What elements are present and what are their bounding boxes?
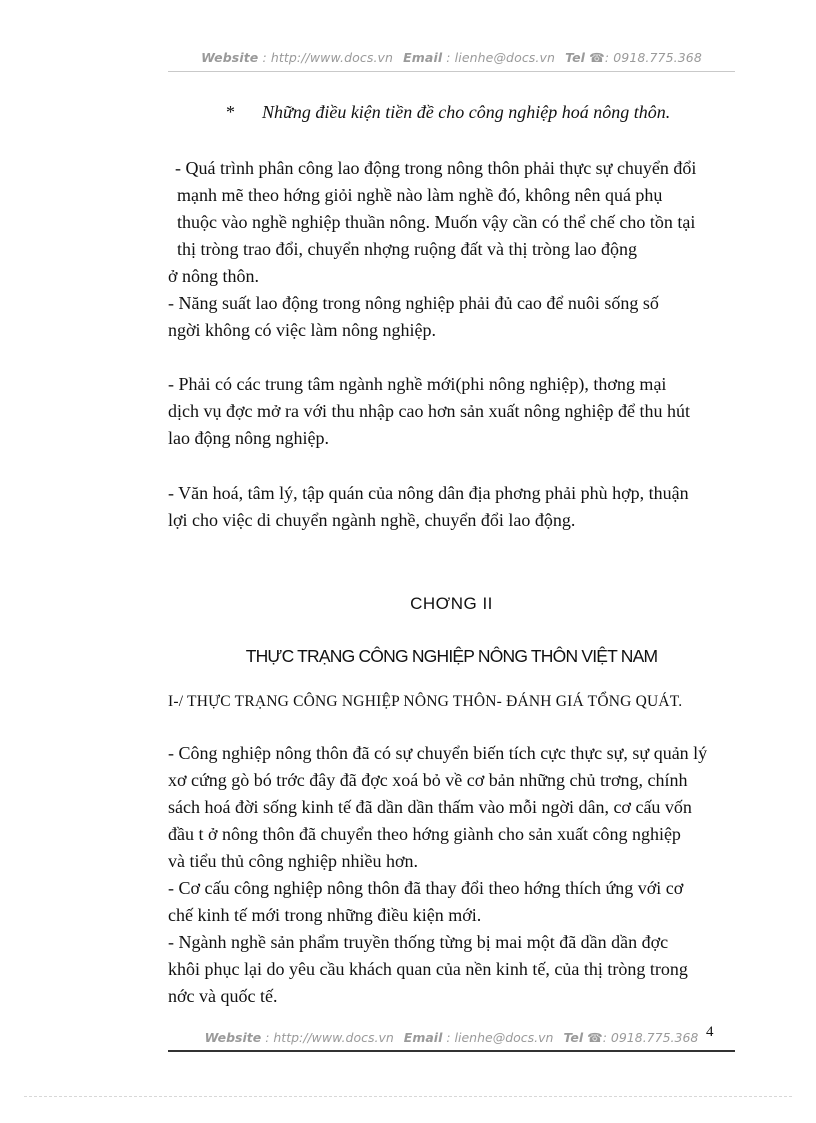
text-line: - Quá trình phân công lao động trong nông thôn phải thực sự chuyển đổi: [175, 158, 697, 178]
text-line: và tiểu thủ công nghiệp nhiều hơn.: [168, 851, 418, 871]
text-line: nớc và quốc tế.: [168, 986, 278, 1006]
text-line: - Cơ cấu công nghiệp nông thôn đã thay đổi theo hớng thích ứng với cơ: [168, 878, 684, 898]
header-email-link[interactable]: : lienhe@docs.vn: [446, 50, 556, 65]
chapter-number: CHƠNG II: [410, 594, 493, 613]
header-tel-label: Tel: [565, 50, 586, 65]
footer-email-link[interactable]: : lienhe@docs.vn: [446, 1030, 554, 1045]
footer-website-label: Website: [204, 1030, 262, 1045]
chapter-title: THỰC TRẠNG CÔNG NGHIỆP NÔNG THÔN VIỆT NAM: [245, 646, 658, 666]
text-line: chế kinh tế mới trong những điều kiện mới.: [168, 905, 482, 925]
intro-text: Những điều kiện tiền đề cho công nghiệp hoá nông thôn.: [262, 102, 671, 122]
text-line: dịch vụ đợc mở ra với thu nhập cao hơn sản xuất nông nghiệp để thu hút: [168, 401, 690, 421]
text-line: sách hoá đời sống kinh tế đã dần dần thấm vào mỗi ngời dân, cơ cấu vốn: [168, 797, 692, 817]
text-line: thuộc vào nghề nghiệp thuần nông. Muốn vậy cần có thể chế cho tồn tại: [177, 212, 696, 232]
text-line: - Công nghiệp nông thôn đã có sự chuyển biến tích cực thực sự, sự quản lý: [168, 743, 708, 763]
text-line: thị tròng trao đổi, chuyển nhợng ruộng đất và thị tròng lao động: [177, 239, 637, 259]
asterisk-bullet: *: [226, 102, 235, 122]
text-line: lao động nông nghiệp.: [168, 428, 329, 448]
text-line: đầu t ở nông thôn đã chuyển theo hớng giành cho sản xuất công nghiệp: [168, 824, 681, 844]
footer-tel-label: Tel: [563, 1030, 584, 1045]
text-line: ở nông thôn.: [168, 266, 260, 286]
text-line: khôi phục lại do yêu cầu khách quan của nền kinh tế, của thị tròng trong: [168, 959, 688, 979]
section-heading: I-/ THỰC TRẠNG CÔNG NGHIỆP NÔNG THÔN- ĐÁNH GIÁ TỔNG QUÁT.: [168, 693, 683, 710]
footer-email-label: Email: [403, 1030, 443, 1045]
text-line: - Năng suất lao động trong nông nghiệp phải đủ cao để nuôi sống số: [168, 293, 659, 313]
text-line: mạnh mẽ theo hớng giỏi nghề nào làm nghề đó, không nên quá phụ: [177, 185, 663, 205]
header-website-link[interactable]: : http://www.docs.vn: [262, 50, 394, 65]
text-line: - Phải có các trung tâm ngành nghề mới(phi nông nghiệp), thơng mại: [168, 374, 667, 394]
header-website-label: Website: [201, 50, 259, 65]
phone-icon: ☎: [587, 1030, 603, 1045]
phone-icon: ☎: [589, 50, 605, 65]
text-line: ngời không có việc làm nông nghiệp.: [168, 320, 436, 340]
text-line: - Văn hoá, tâm lý, tập quán của nông dân địa phơng phải phù hợp, thuận: [168, 483, 689, 503]
intro-line: [226, 102, 670, 123]
text-line: xơ cứng gò bó trớc đây đã đợc xoá bỏ về cơ bản những chủ trơng, chính: [168, 770, 688, 790]
header-email-label: Email: [403, 50, 443, 65]
page-header: [168, 50, 735, 70]
page-break-line: [24, 1096, 792, 1097]
page-footer: [168, 1030, 735, 1050]
header-tel-value: : 0918.775.368: [604, 50, 702, 65]
footer-tel-value: : 0918.775.368: [602, 1030, 699, 1045]
footer-website-link[interactable]: : http://www.docs.vn: [265, 1030, 394, 1045]
header-divider: [168, 71, 735, 72]
text-line: lợi cho việc di chuyển ngành nghề, chuyển đổi lao động.: [168, 510, 576, 530]
page-number: 4: [706, 1024, 714, 1040]
text-line: - Ngành nghề sản phẩm truyền thống từng bị mai một đã dần dần đợc: [168, 932, 669, 952]
footer-divider: [168, 1050, 735, 1052]
